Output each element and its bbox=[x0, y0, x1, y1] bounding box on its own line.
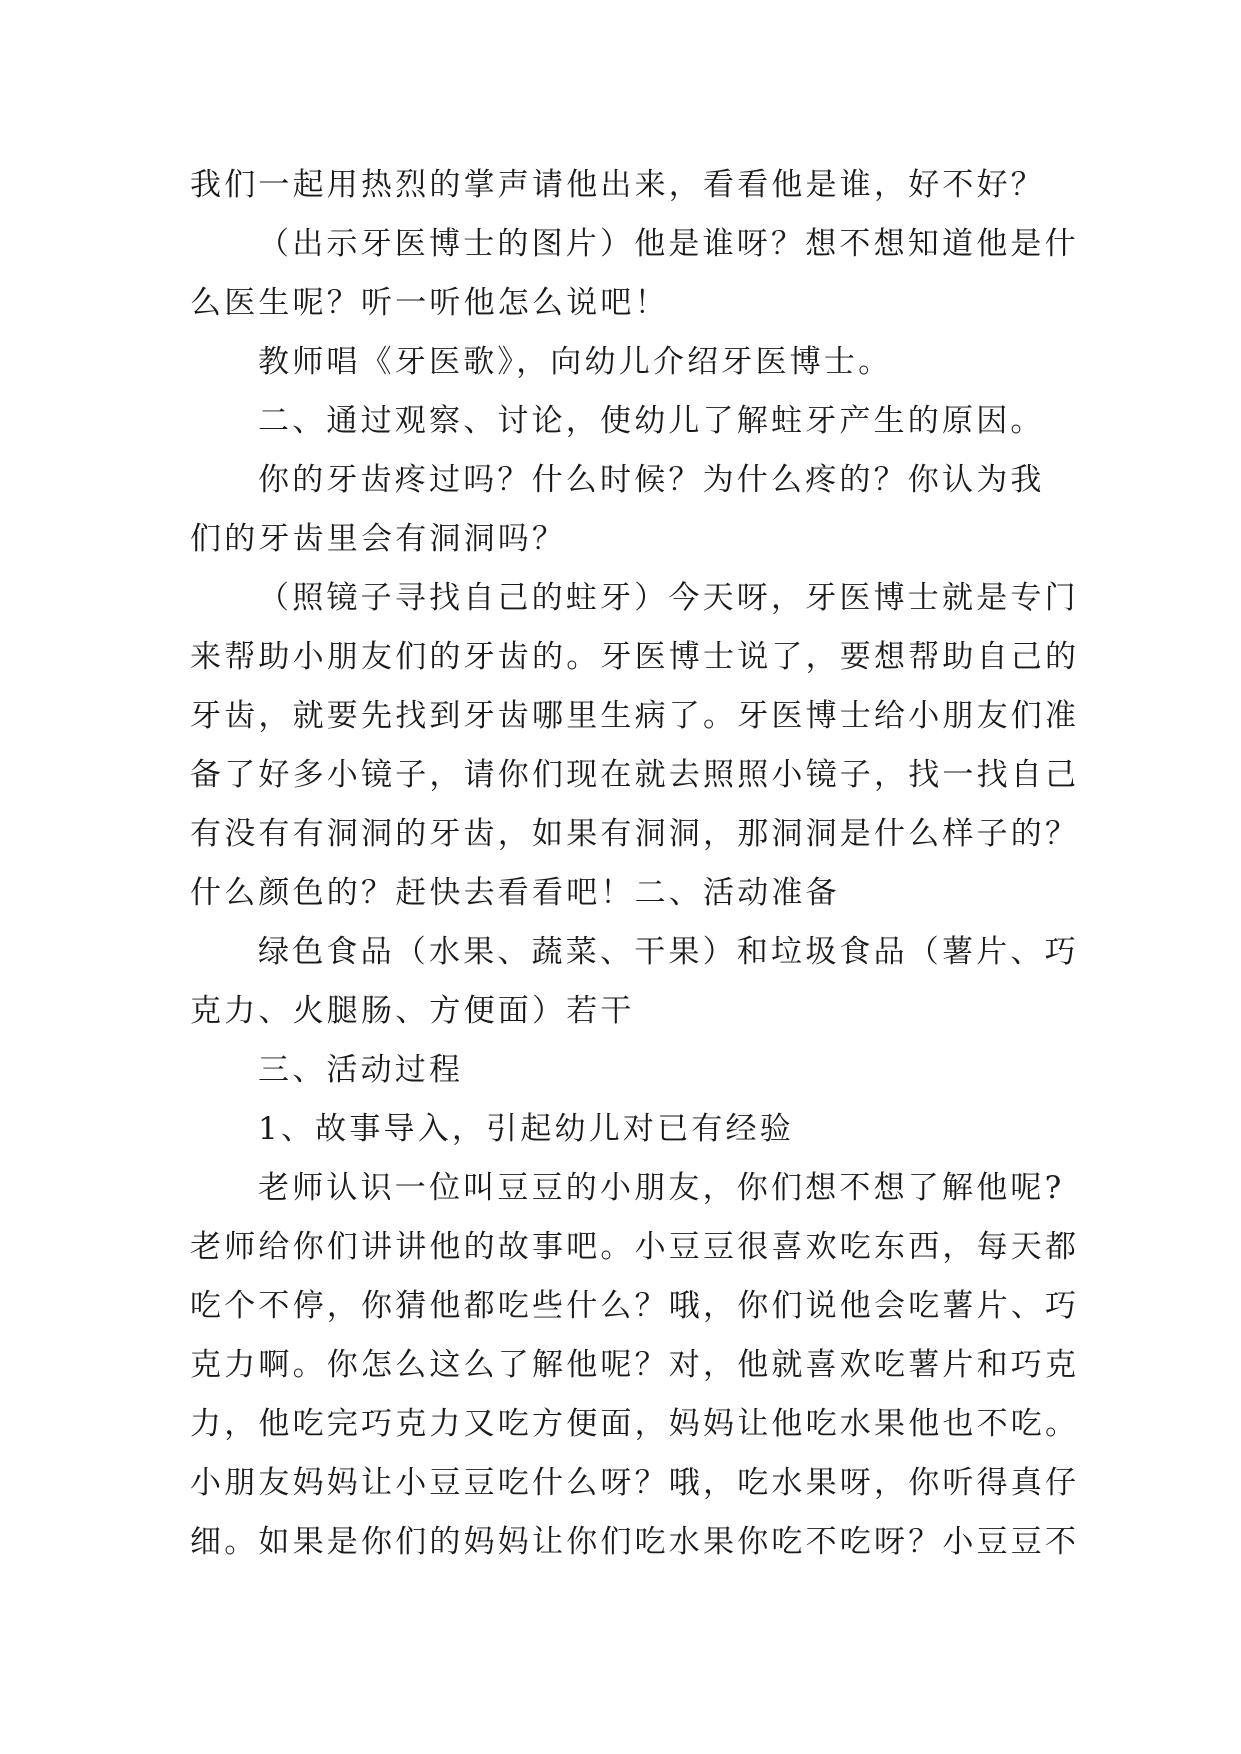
text-line: 牙齿，就要先找到牙齿哪里生病了。牙医博士给小朋友们准 bbox=[190, 698, 1080, 734]
text-line: 细。如果是你们的妈妈让你们吃水果你吃不吃呀？小豆豆不 bbox=[190, 1524, 1080, 1560]
text-line: 来帮助小朋友们的牙齿的。牙医博士说了，要想帮助自己的 bbox=[190, 639, 1080, 675]
text-line: 老师认识一位叫豆豆的小朋友，你们想不想了解他呢? bbox=[258, 1170, 1065, 1206]
text-line: 吃个不停，你猜他都吃些什么？哦，你们说他会吃薯片、巧 bbox=[190, 1288, 1080, 1324]
text-line: 们的牙齿里会有洞洞吗？ bbox=[190, 521, 567, 557]
subsection-heading: 1、故事导入，引起幼儿对已有经验 bbox=[258, 1111, 794, 1147]
text-line: 克力啊。你怎么这么了解他呢？对，他就喜欢吃薯片和巧克 bbox=[190, 1347, 1080, 1383]
text-line: 什么颜色的？赶快去看看吧！二、活动准备 bbox=[190, 875, 840, 911]
text-line: 我们一起用热烈的掌声请他出来，看看他是谁，好不好？ bbox=[190, 167, 1045, 203]
text-line: 老师给你们讲讲他的故事吧。小豆豆很喜欢吃东西，每天都 bbox=[190, 1229, 1080, 1265]
text-line: （出示牙医博士的图片）他是谁呀？想不想知道他是什 bbox=[258, 226, 1079, 262]
text-line: 有没有有洞洞的牙齿，如果有洞洞，那洞洞是什么样子的？ bbox=[190, 816, 1080, 852]
text-line: （照镜子寻找自己的蛀牙）今天呀，牙医博士就是专门 bbox=[258, 580, 1079, 616]
text-line: 克力、火腿肠、方便面）若干 bbox=[190, 993, 635, 1029]
text-line: 备了好多小镜子，请你们现在就去照照小镜子，找一找自己 bbox=[190, 757, 1080, 793]
text-line: 小朋友妈妈让小豆豆吃什么呀？哦，吃水果呀，你听得真仔 bbox=[190, 1465, 1080, 1501]
text-line: 教师唱《牙医歌》，向幼儿介绍牙医博士。 bbox=[258, 344, 893, 380]
section-heading: 二、通过观察、讨论，使幼儿了解蛀牙产生的原因。 bbox=[258, 403, 1045, 439]
text-line: 绿色食品（水果、蔬菜、干果）和垃圾食品（薯片、巧 bbox=[258, 934, 1079, 970]
section-heading: 三、活动过程 bbox=[258, 1052, 464, 1088]
text-line: 么医生呢？听一听他怎么说吧！ bbox=[190, 285, 669, 321]
document-body bbox=[190, 156, 1090, 1572]
text-line: 你的牙齿疼过吗？什么时候？为什么疼的？你认为我 bbox=[258, 462, 1045, 498]
text-line: 力，他吃完巧克力又吃方便面，妈妈让他吃水果他也不吃。 bbox=[190, 1406, 1080, 1442]
